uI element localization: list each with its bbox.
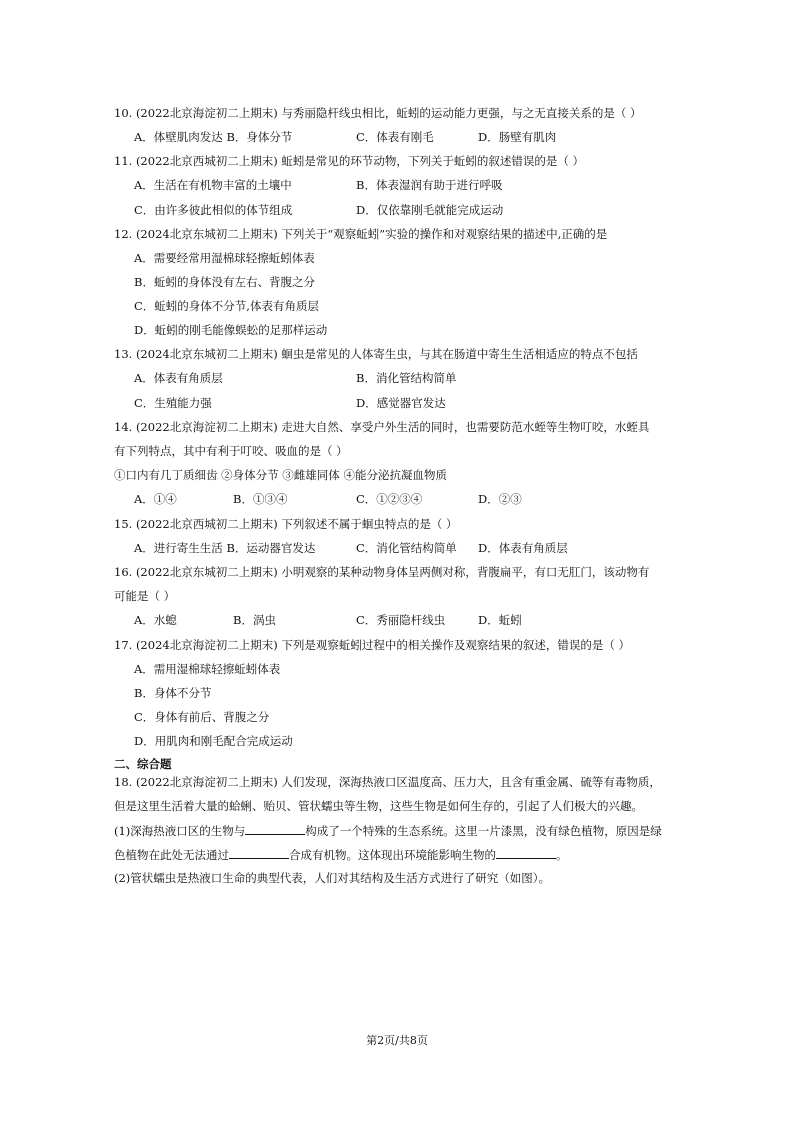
question-12-option-a: A．需要经常用湿棉球轻擦蚯蚓体表 — [134, 251, 315, 265]
answer-blank-3[interactable] — [496, 847, 556, 859]
question-16-option-b: B．涡虫 — [233, 613, 276, 627]
question-10-option-ab: A．体壁肌肉发达 B．身体分节 — [134, 130, 293, 144]
question-18-part-1-text-d: 合成有机物。这体现出环境能影响生物的 — [289, 848, 496, 862]
question-12-option-c: C．蚯蚓的身体不分节,体表有角质层 — [134, 299, 319, 313]
question-13-option-c: C．生殖能力强 — [134, 396, 212, 410]
question-14-option-d: D．②③ — [478, 492, 522, 506]
answer-blank-2[interactable] — [229, 847, 289, 859]
question-16-option-d: D．蚯蚓 — [478, 613, 522, 627]
question-17-option-b: B．身体不分节 — [134, 686, 212, 700]
question-11-option-b: B．体表湿润有助于进行呼吸 — [356, 178, 503, 192]
question-10-option-c: C．体表有刚毛 — [356, 130, 434, 144]
question-14-features: ①口内有几丁质细齿 ②身体分节 ③雌雄同体 ④能分泌抗凝血物质 — [114, 468, 447, 482]
question-13-stem: 13. (2024北京东城初二上期末) 蛔虫是常见的人体寄生虫，与其在肠道中寄生生活相适应的特点不包括 — [114, 347, 638, 361]
question-15-option-c: C．消化管结构简单 — [356, 541, 457, 555]
question-18-part-1-text-a: (1)深海热液口区的生物与 — [114, 824, 246, 838]
answer-blank-1[interactable] — [245, 823, 305, 835]
question-17-option-c: C．身体有前后、背腹之分 — [134, 710, 270, 724]
question-14-option-b: B．①③④ — [233, 492, 288, 506]
question-14-stem-line-2: 有下列特点，其中有利于叮咬、吸血的是（ ） — [114, 444, 348, 458]
question-15-option-d: D．体表有角质层 — [478, 541, 568, 555]
question-11-option-a: A．生活在有机物丰富的土壤中 — [134, 178, 292, 192]
question-18-part-1-line-2 — [114, 847, 694, 863]
question-14-option-a: A．①④ — [134, 492, 177, 506]
question-18-stem-line-1: 18. (2022北京海淀初二上期末) 人们发现，深海热液口区温度高、压力大，且含有重金属、硫等有毒物质， — [114, 775, 661, 789]
question-11-option-d: D．仅依靠刚毛就能完成运动 — [356, 203, 504, 217]
question-11-option-c: C．由许多彼此相似的体节组成 — [134, 203, 293, 217]
question-12-option-d: D．蚯蚓的刚毛能像蜈蚣的足那样运动 — [134, 323, 328, 337]
question-18-part-1-text-b: 构成了一个特殊的生态系统。这里一片漆黑，没有绿色植物，原因是绿 — [305, 824, 662, 838]
question-15-option-ab: A．进行寄生生活 B．运动器官发达 — [134, 541, 316, 555]
question-14-stem-line-1: 14. (2022北京海淀初二上期末) 走进大自然、享受户外生活的同时，也需要防范水蛭等生物叮咬，水蛭具 — [114, 420, 650, 434]
question-18-stem-line-2: 但是这里生活着大量的蛤蜊、贻贝、管状蠕虫等生物，这些生物是如何生存的，引起了人们极大的兴趣。 — [114, 799, 643, 813]
question-16-option-a: A．水螅 — [134, 613, 177, 627]
question-13-option-a: A．体表有角质层 — [134, 371, 223, 385]
question-16-stem-line-2: 可能是（ ） — [114, 589, 176, 603]
question-13-option-d: D．感觉器官发达 — [356, 396, 446, 410]
page-footer: 第2页/共8页 — [366, 1034, 428, 1047]
question-17-option-d: D．用肌肉和刚毛配合完成运动 — [134, 734, 293, 748]
question-18-part-1-line-1 — [114, 823, 694, 839]
question-12-option-b: B．蚯蚓的身体没有左右、背腹之分 — [134, 275, 315, 289]
question-18-part-2: (2)管状蠕虫是热液口生命的典型代表，人们对其结构及生活方式进行了研究（如图）。 — [114, 871, 551, 885]
section-heading: 二、综合题 — [114, 757, 172, 771]
question-18-part-1-text-e: 。 — [556, 848, 568, 862]
question-10-option-d: D．肠壁有肌肉 — [478, 130, 557, 144]
question-11-stem: 11. (2022北京西城初二上期末) 蚯蚓是常见的环节动物，下列关于蚯蚓的叙述错误的是（ ） — [114, 154, 584, 168]
question-14-option-c: C．①②③④ — [356, 492, 423, 506]
question-10-stem: 10. (2022北京海淀初二上期末) 与秀丽隐杆线虫相比，蚯蚓的运动能力更强，与之无直接关系的是（ ） — [114, 106, 642, 120]
question-15-stem: 15. (2022北京西城初二上期末) 下列叙述不属于蛔虫特点的是（ ） — [114, 517, 458, 531]
question-16-option-c: C．秀丽隐杆线虫 — [356, 613, 446, 627]
question-16-stem-line-1: 16. (2022北京东城初二上期末) 小明观察的某种动物身体呈两侧对称，背腹扁平，有口无肛门，该动物有 — [114, 565, 650, 579]
question-12-stem: 12. (2024北京东城初二上期末) 下列关于“观察蚯蚓”实验的操作和对观察结果的描述中,正确的是 — [114, 227, 608, 241]
question-13-option-b: B．消化管结构简单 — [356, 371, 457, 385]
question-17-option-a: A．需用湿棉球轻擦蚯蚓体表 — [134, 662, 281, 676]
question-17-stem: 17. (2024北京海淀初二上期末) 下列是观察蚯蚓过程中的相关操作及观察结果的叙述，错误的是（ ） — [114, 638, 630, 652]
question-18-part-1-text-c: 色植物在此处无法通过 — [114, 848, 229, 862]
